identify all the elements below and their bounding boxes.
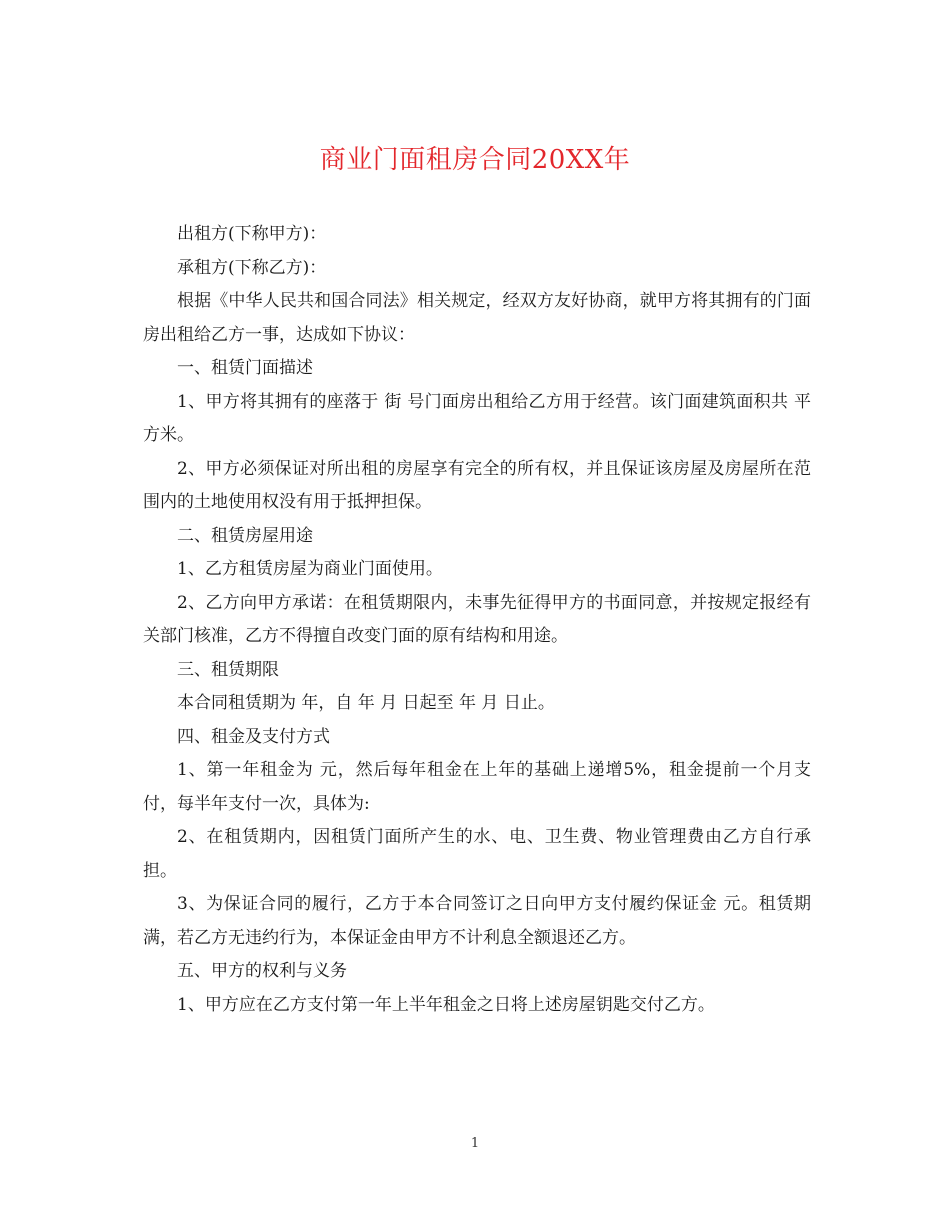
paragraph-preamble: 根据《中华人民共和国合同法》相关规定，经双方友好协商，就甲方将其拥有的门面房出租给乙方一事，达成如下协议： [143, 291, 811, 345]
document-body [143, 218, 811, 1022]
section-heading-3: 三、租赁期限 [177, 659, 279, 680]
section-heading-1: 一、租赁门面描述 [177, 358, 313, 378]
clause-1-2: 2、甲方必须保证对所出租的房屋享有完全的所有权，并且保证该房屋及房屋所在范围内的土地使用权没有用于抵押担保。 [143, 458, 811, 512]
clause-1-1: 1、甲方将其拥有的座落于 街 号门面房出租给乙方用于经营。该门面建筑面积共 平方米。 [143, 391, 811, 445]
section-heading-2: 二、租赁房屋用途 [177, 525, 313, 546]
clause-5-1: 1、甲方应在乙方支付第一年上半年租金之日将上述房屋钥匙交付乙方。 [177, 994, 715, 1015]
paragraph-lessor: 出租方(下称甲方)： [177, 224, 327, 244]
clause-2-2: 2、乙方向甲方承诺：在租赁期限内，未事先征得甲方的书面同意，并按规定报经有关部门核准，乙方不得擅自改变门面的原有结构和用途。 [143, 592, 811, 646]
document-title: 商业门面租房合同20XX年 [319, 145, 631, 175]
page-number: 1 [470, 1136, 480, 1151]
clause-2-1: 1、乙方租赁房屋为商业门面使用。 [177, 559, 443, 579]
clause-4-3: 3、为保证合同的履行，乙方于本合同签订之日向甲方支付履约保证金 元。租赁期满，若乙方无违约行为，本保证金由甲方不计利息全额退还乙方。 [143, 894, 811, 948]
clause-3-1: 本合同租赁期为 年，自 年 月 日起至 年 月 日止。 [177, 693, 555, 713]
section-heading-4: 四、租金及支付方式 [177, 726, 330, 747]
paragraph-lessee: 承租方(下称乙方)： [177, 257, 327, 278]
clause-4-1: 1、第一年租金为 元，然后每年租金在上年的基础上递增5%，租金提前一个月支付，每半年支付一次，具体为: [143, 760, 811, 814]
section-heading-5: 五、甲方的权利与义务 [177, 961, 347, 981]
clause-4-2: 2、在租赁期内，因租赁门面所产生的水、电、卫生费、物业管理费由乙方自行承担。 [143, 827, 811, 881]
